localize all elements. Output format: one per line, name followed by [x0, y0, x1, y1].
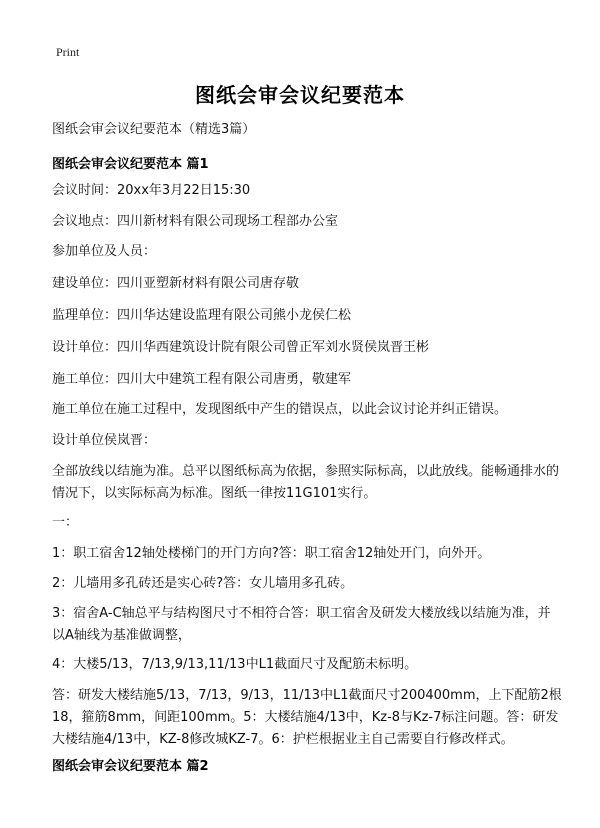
designer-speaker: 设计单位侯岚晋：	[52, 433, 157, 448]
meeting-time: 会议时间：20xx年3月22日15:30	[52, 183, 251, 198]
meeting-place: 会议地点：四川新材料有限公司现场工程部办公室	[52, 214, 339, 229]
participants-label: 参加单位及人员：	[52, 244, 157, 259]
document-subtitle: 图纸会审会议纪要范本（精选3篇）	[52, 122, 256, 137]
list-item-4: 4：大楼5/13，7/13,9/13,11/13中L1截面尺寸及配筋未标明。	[52, 657, 418, 672]
list-marker: 一：	[52, 515, 79, 530]
section2-heading: 图纸会审会议纪要范本 篇2	[52, 759, 209, 774]
section1-heading: 图纸会审会议纪要范本 篇1	[52, 157, 209, 172]
print-label: Print	[56, 45, 80, 59]
designer-unit: 设计单位：四川华西建筑设计院有限公司曾正军刘水贤侯岚晋王彬	[52, 340, 430, 355]
document-title: 图纸会审会议纪要范本	[195, 83, 405, 107]
supervisor-unit: 监理单位：四川华达建设监理有限公司熊小龙侯仁松	[52, 308, 352, 323]
designer-statement: 全部放线以结施为准。总平以图纸标高为依据，参照实际标高，以此放线。能畅通排水的情况下，以实际标高为标准。图纸一律按11G101实行。	[52, 464, 560, 501]
contractor-unit: 施工单位：四川大中建筑工程有限公司唐勇，敬建军	[52, 372, 352, 387]
list-item-1: 1：职工宿舍12轴处楼梯门的开门方向?答：职工宿舍12轴处开门，向外开。	[52, 546, 491, 561]
list-item-3: 3：宿舍A-C轴总平与结构图尺寸不相符合答：职工宿舍及研发大楼放线以结施为准，并以A轴线为基准做调整，	[52, 606, 551, 643]
list-item-2: 2：儿墙用多孔砖还是实心砖?答：女儿墙用多孔砖。	[52, 576, 354, 591]
meeting-purpose: 施工单位在施工过程中，发现图纸中产生的错误点，以此会议讨论并纠正错误。	[52, 402, 508, 417]
owner-unit: 建设单位：四川亚塑新材料有限公司唐存敬	[52, 276, 300, 291]
answer-paragraph: 答：研发大楼结施5/13，7/13，9/13，11/13中L1截面尺寸200400mm，上下配筋2根18，箍筋8mm，间距100mm。5：大楼结施4/13中，Kz-8与Kz-7标注问题。答：研发大楼结施4/13中，KZ-8修改城KZ-7。6：护栏根据业主自己需要自行修改样式。	[52, 688, 562, 747]
